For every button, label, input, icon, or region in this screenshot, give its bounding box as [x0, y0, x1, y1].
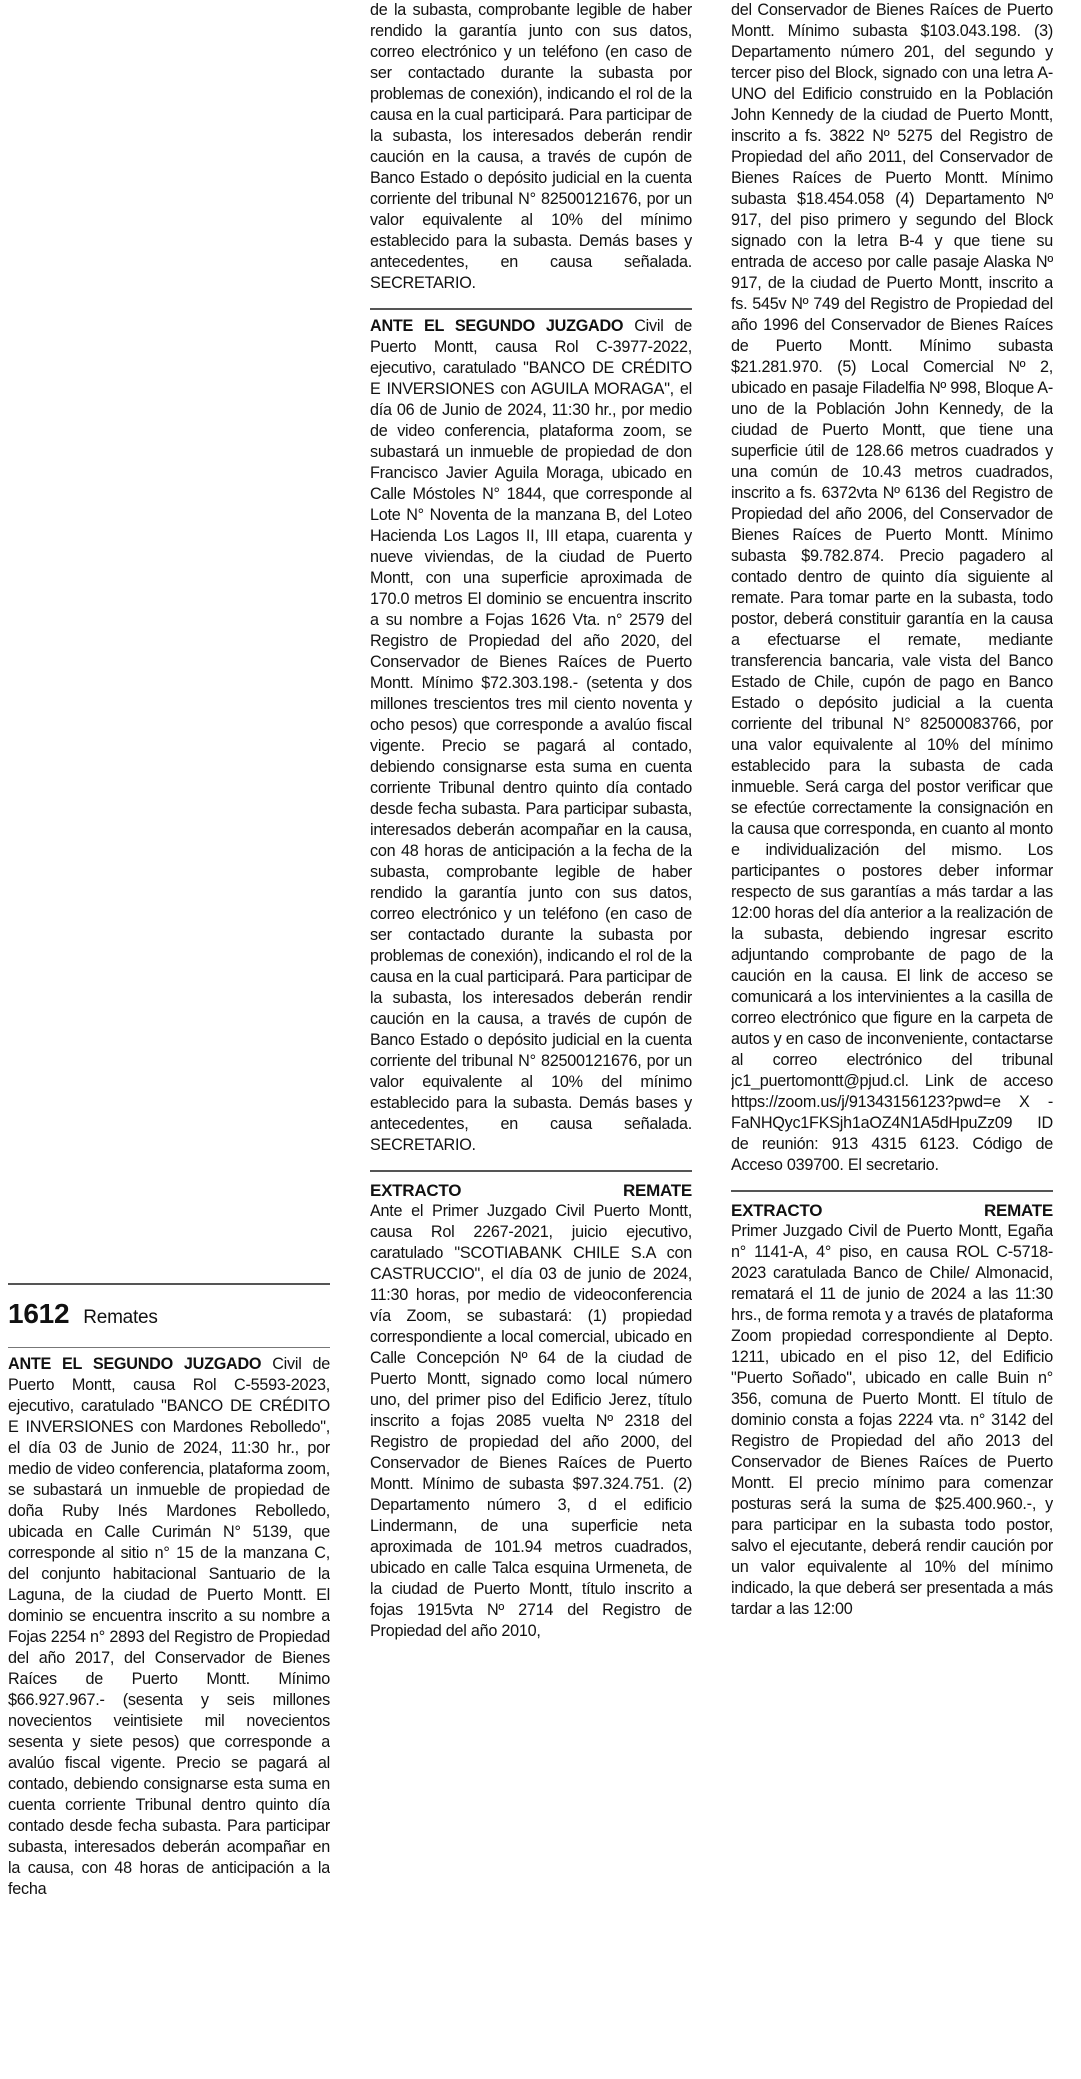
notice-c [370, 1172, 692, 1656]
column-3 [731, 0, 1053, 2079]
notice-b-lead: ANTE EL SEGUNDO JUZGADO [370, 317, 624, 335]
notice-b [370, 310, 692, 1170]
column-1 [8, 0, 330, 2079]
section-number: 1612 [8, 1298, 70, 1329]
notice-c-text: Ante el Primer Juzgado Civil Puerto Montt, causa Rol 2267-2021, juicio ejecutivo, caratulado "SCOTIABANK CHILE S.A con CASTRUCCIO", el día 03 de junio de 2024, 11:30 horas, por medio de videoconferencia vía Zoom, se subastará: (1) propiedad correspondiente a local comercial, ubicado en Calle Concepción Nº 64 de la ciudad de Puerto Montt, signado como local número uno, del primer piso del Edificio Jerez, título inscrito a fojas 2085 vuelta Nº 2318 del Registro de propiedad del año 2000, del Conservador de Bienes Raíces de Puerto Montt. Mínimo de subasta $97.324.751. (2) Departamento número 3, d el edificio Lindermann, de una superficie neta aproximada de 101.94 metros cuadrados, ubicado en calle Talca esquina Urmeneta, de la ciudad de Puerto Montt, título inscrito a fojas 1915vta Nº 2714 del Registro de Propiedad del año 2010, [370, 1202, 692, 1640]
column-1-blank-space [8, 0, 330, 1283]
notice-a-continued [370, 0, 692, 308]
notice-a-continuation: de la subasta, comprobante legible de haber rendido la garantía junto con sus datos, correo electrónico y un teléfono (en caso de ser contactado durante la subasta por problemas de conexión), indicando el rol de la causa en la cual participará. Para participar de la subasta, los interesados deberán rendir caución en la causa, a través de cupón de Banco Estado o depósito judicial en la cuenta corriente del tribunal N° 82500121676, por un valor equivalente al 10% del mínimo establecido para la subasta. Demás bases y antecedentes, en causa señalada. SECRETARIO. [370, 1, 692, 292]
notice-c-continued [731, 0, 1053, 1190]
notice-c-extracto-label: EXTRACTO [370, 1181, 462, 1200]
notice-d-text: Primer Juzgado Civil de Puerto Montt, Egaña n° 1141-A, 4° piso, en causa ROL C-5718-2023 caratulada Banco de Chile/ Almonacid, rematará el 11 de junio de 2024 a las 11:30 hrs., de forma remota y a través de plataforma Zoom propiedad correspondiente al Depto. 1211, ubicado en el piso 12, del Edificio "Puerto Soñado", ubicado en calle Buin n° 356, comuna de Puerto Montt. El título de dominio consta a fojas 2224 vta. n° 3142 del Registro de Propiedad del año 2013 del Conservador de Bienes Raíces de Puerto Montt. El precio mínimo para comenzar posturas será la suma de $25.400.960.-, y para participar en la subasta todo postor, salvo el ejecutante, deberá rendir caución por un valor equivalente al 10% del mínimo indicado, la que deberá ser presentada a más tardar a las 12:00 [731, 1222, 1053, 1618]
notice-a-lead: ANTE EL SEGUNDO JUZGADO [8, 1355, 262, 1373]
notice-d-header [731, 1198, 1053, 1221]
notice-c-continuation: del Conservador de Bienes Raíces de Puerto Montt. Mínimo subasta $103.043.198. (3) Departamento número 201, del segundo y tercer piso del Block, signado con una letra A-UNO del Edificio construido en la Población John Kennedy de la ciudad de Puerto Montt, inscrito a fs. 3822 Nº 5275 del Registro de Propiedad del año 2011, del Conservador de Bienes Raíces de Puerto Montt. Mínimo subasta $18.454.058 (4) Departamento Nº 917, del piso primero y segundo del Block signado con la letra B-4 y que tiene su entrada de acceso por calle pasaje Alaska Nº 917, de la ciudad de Puerto Montt, inscrito a fs. 545v Nº 749 del Registro de Propiedad del año 1996 del Conservador de Bienes Raíces de Puerto Montt. Mínimo subasta $21.281.970. (5) Local Comercial Nº 2, ubicado en pasaje Filadelfia Nº 998, Bloque A-uno de la Población John Kennedy, de la ciudad de Puerto Montt, que tiene una superficie útil de 128.66 metros cuadrados y una común de 10.43 metros cuadrados, inscrito a fs. 6372vta Nº 6136 del Registro de Propiedad del año 2006, del Conservador de Bienes Raíces de Puerto Montt. Mínimo subasta $9.782.874. Precio pagadero al contado dentro de quinto día siguiente al remate. Para tomar parte en la subasta, todo postor, deberá constituir garantía en la causa a efectuarse el remate, mediante transferencia bancaria, vale vista del Banco Estado de Chile, cupón de pago en Banco Estado o depósito judicial a la cuenta corriente del tribunal N° 82500083766, por una valor equivalente al 10% del mínimo establecido para la subasta de cada inmueble. Será carga del postor verificar que se efectúe correctamente la consignación en la causa que corresponda, en cuanto al monto e individualización del mismo. Los participantes o postores deber informar respecto de sus garantías a más tardar a las 12:00 horas del día anterior a la realización de la subasta, debiendo ingresar escrito adjuntando comprobante de pago de la caución en la causa. El link de acceso se comunicará a los intervinientes a la casilla de correo electrónico que figure en la carpeta de autos y en caso de inconveniente, contactarse al correo electrónico del tribunal jc1_puertomontt@pjud.cl. Link de acceso https://zoom.us/j/91343156123?pwd=e X - FaNHQyc1FKSjh1aOZ4N1A5dHpuZz09 ID de reunión: 913 4315 6123. Código de Acceso 039700. El secretario. [731, 1, 1053, 1174]
notice-b-text: Civil de Puerto Montt, causa Rol C-3977-2022, ejecutivo, caratulado "BANCO DE CRÉDITO E INVERSIONES con AGUILA MORAGA", el día 06 de Junio de 2024, 11:30 hr., por medio de video conferencia, plataforma zoom, se subastará un inmueble de propiedad de don Francisco Javier Aguila Moraga, ubicado en Calle Móstoles N° 1844, que corresponde al Lote N° Noventa de la manzana B, del Loteo Hacienda Los Lagos II, III etapa, cuarenta y nueve viviendas, de la ciudad de Puerto Montt, con una superficie aproximada de 170.0 metros El dominio se encuentra inscrito a su nombre a Fojas 1626 Vta. n° 2579 del Registro de Propiedad del año 2020, del Conservador de Bienes Raíces de Puerto Montt. Mínimo $72.303.198.- (setenta y dos millones trescientos tres mil ciento noventa y ocho pesos) que corresponde a avalúo fiscal vigente. Precio se pagará al contado, debiendo consignarse esta suma en cuenta corriente Tribunal dentro quinto día contado desde fecha subasta. Para participar subasta, interesados deberán acompañar en la causa, con 48 horas de anticipación a la fecha de la subasta, comprobante legible de haber rendido la garantía junto con sus datos, correo electrónico y un teléfono (en caso de ser contactado durante la subasta por problemas de conexión), indicando el rol de la causa en la cual participará. Para participar de la subasta, los interesados deberán rendir caución en la causa, a través de cupón de Banco Estado o depósito judicial en la cuenta corriente del tribunal N° 82500121676, por un valor equivalente al 10% del mínimo establecido para la subasta. Demás bases y antecedentes, en causa señalada. SECRETARIO. [370, 317, 692, 1154]
notice-c-remate-label: REMATE [622, 1181, 692, 1200]
notice-d [731, 1192, 1053, 1634]
notice-a-body [8, 1354, 330, 1900]
notice-a-text: Civil de Puerto Montt, causa Rol C-5593-2023, ejecutivo, caratulado "BANCO DE CRÉDITO E INVERSIONES con Mardones Rebolledo", el día 03 de Junio de 2024, 11:30 hr., por medio de video conferencia, plataforma zoom, se subastará un inmueble de propiedad de doña Ruby Inés Mardones Rebolledo, ubicada en Calle Curimán N° 5139, que corresponde al sitio n° 15 de la manzana C, del conjunto habitacional Santuario de la Laguna, de la ciudad de Puerto Montt. El dominio se encuentra inscrito a su nombre a Fojas 2254 n° 2893 del Registro de Propiedad del año 2017, del Conservador de Bienes Raíces de Puerto Montt. Mínimo $66.927.967.- (sesenta y seis millones novecientos veintisiete mil novecientos sesenta y siete pesos) que corresponde a avalúo fiscal vigente. Precio se pagará al contado, debiendo consignarse esta suma en cuenta corriente Tribunal dentro quinto día contado desde fecha subasta. Para participar subasta, interesados deberán acompañar en la causa, con 48 horas de anticipación a la fecha [8, 1355, 330, 1898]
notice-d-extracto-label: EXTRACTO [731, 1201, 823, 1220]
notice-b-body [370, 316, 692, 1156]
notice-c-header [370, 1178, 692, 1201]
column-2 [370, 0, 692, 2079]
notice-a [8, 1348, 330, 1914]
section-header [8, 1285, 330, 1347]
notice-d-remate-label: REMATE [983, 1201, 1053, 1220]
section-title: Remates [83, 1307, 158, 1328]
